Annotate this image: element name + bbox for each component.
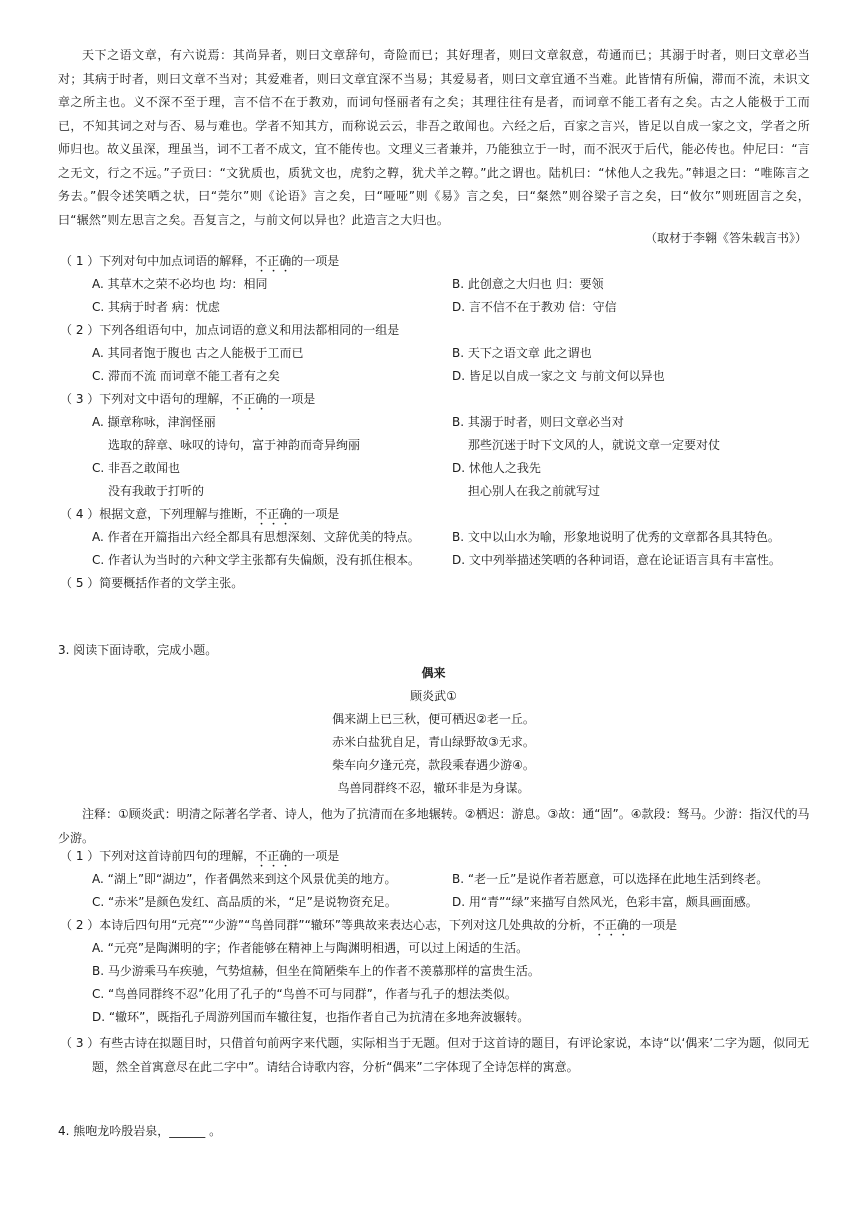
q3-2-stem (60, 916, 677, 939)
stem-text: （ 3 ）下列对文中语句的理解， (60, 392, 232, 406)
q2-3-option-a-gloss: 选取的辞章、咏叹的诗句，富于神韵而奇异绚丽 (108, 438, 361, 452)
poem-notes: 注释：①顾炎武：明清之际著名学者、诗人，他为了抗清而在多地辗转。②栖迟：游息。③故：通“固”。④款段：驽马。少游：指汉代的马少游。 (58, 807, 810, 845)
q2-1-option-d[interactable]: D. 言不信不在于教劝 信：守信 (452, 300, 617, 314)
q3-2-option-c[interactable]: C. “鸟兽同群终不忍”化用了孔子的“鸟兽不可与同群”，作者与孔子的想法类似。 (92, 987, 517, 1001)
q2-3-option-b[interactable]: B. 其溺于时者，则曰文章必当对 (452, 415, 624, 429)
stem-keyword: 不正确 (255, 849, 292, 863)
q2-2-stem: （ 2 ）下列各组语句中，加点词语的意义和用法都相同的一组是 (60, 323, 400, 337)
q2-3-option-d-gloss: 担心别人在我之前就写过 (468, 484, 601, 498)
q2-4-option-b[interactable]: B. 文中以山水为喻，形象地说明了优秀的文章都各具其特色。 (452, 530, 780, 544)
stem-text: （ 2 ）本诗后四句用“元亮”“少游”“鸟兽同群”“辙环”等典故来表达心志，下列对这几处典故的分析， (60, 918, 594, 932)
q2-3-stem (60, 390, 315, 413)
stem-keyword: 不正确 (255, 254, 292, 268)
classical-passage: 天下之语文章，有六说焉：其尚异者，则曰文章辞句，奇险而已；其好理者，则曰文章叙意，苟通而已；其溺于时者，则曰文章必当对；其病于时者，则曰文章不当对；其爱难者，则曰文章宜深不当易；其爱易者，则曰文章宜通不当难。此皆情有所偏，滞而不流，未识文章之所主也。义不深不至于理，言不信不在于教劝，而词句怪丽者有之矣；其理往往有是者，而词章不能工者有之矣。古之人能极于工而已，不知其词之对与否、易与难也。学者不知其方，而称说云云，非吾之敢闻也。六经之后，百家之言兴，皆足以自成一家之文，学者之所师归也。故义虽深，理虽当，词不工者不成文，宜不能传也。文理义三者兼并，乃能独立于一时，而不泯灭于后代，能必传也。仲尼曰：“言之无文，行之不远。”子贡曰：“文犹质也，质犹文也，虎豹之鞟，犹犬羊之鞟。”此之谓也。陆机曰：“怵他人之我先。”韩退之曰：“唯陈言之务去。”假令述笑哂之状，曰“莞尔”则《论语》言之矣，曰“哑哑”则《易》言之矣，曰“粲然”则谷梁子言之矣，曰“攸尔”则班固言之矣，曰“辗然”则左思言之矣。吾复言之，与前文何以异也？此造言之大归也。 (58, 48, 810, 227)
poem-line-4: 鸟兽同群终不忍，辙环非是为身谋。 (337, 781, 530, 795)
poem-line-1: 偶来湖上已三秋，便可栖迟②老一丘。 (332, 712, 535, 726)
q2-4-stem (60, 505, 339, 528)
q2-4-option-a[interactable]: A. 作者在开篇指出六经全都具有思想深刻、文辞优美的特点。 (92, 530, 420, 544)
q2-1-option-b[interactable]: B. 此创意之大归也 归：要领 (452, 277, 604, 291)
q2-4-option-c[interactable]: C. 作者认为当时的六种文学主张都有失偏颇，没有抓住根本。 (92, 553, 421, 567)
q3-1-option-c[interactable]: C. “赤米”是颜色发红、高品质的米，“足”是说物资充足。 (92, 895, 397, 909)
stem-text-end: 的一项是 (267, 392, 316, 406)
q3-3-stem: （ 3 ）有些古诗在拟题目时，只借首句前两字来代题，实际相当于无题。但对于这首诗的题目，有评论家说，本诗“以‘偶来’二字为题，似同无题，然全首寓意尽在此二字中”。请结合诗歌内容，分析“偶来”二字体现了全诗怎样的寓意。 (60, 1036, 810, 1074)
stem-text-end: 的一项是 (291, 507, 340, 521)
q4-fill-blank[interactable]: 4. 熊咆龙吟殷岩泉，______ 。 (58, 1124, 222, 1138)
q2-4-option-d[interactable]: D. 文中列举描述笑哂的各种词语，意在论证语言具有丰富性。 (452, 553, 781, 567)
q2-3-option-c-gloss: 没有我敢于打听的 (108, 484, 205, 498)
q3-1-option-a[interactable]: A. “湖上”即“湖边”，作者偶然来到这个风景优美的地方。 (92, 872, 397, 886)
q2-5-stem: （ 5 ）简要概括作者的文学主张。 (60, 576, 244, 590)
q3-2-option-d[interactable]: D. “辙环”，既指孔子周游列国而车辙往复，也指作者自己为抗清在多地奔波辗转。 (92, 1010, 530, 1024)
q2-3-option-d[interactable]: D. 怵他人之我先 (452, 461, 541, 475)
q3-1-stem (60, 847, 339, 870)
q2-3-option-a[interactable]: A. 撷章称咏，津润怪丽 (92, 415, 216, 429)
stem-keyword: 不正确 (231, 392, 268, 406)
q2-2-option-b[interactable]: B. 天下之语文章 此之谓也 (452, 346, 592, 360)
stem-text: （ 1 ）下列对这首诗前四句的理解， (60, 849, 256, 863)
stem-text-end: 的一项是 (291, 849, 340, 863)
stem-text-end: 的一项是 (629, 918, 678, 932)
poem-line-2: 赤米白盐犹自足，青山绿野故③无求。 (332, 735, 535, 749)
stem-keyword: 不正确 (593, 918, 630, 932)
stem-keyword: 不正确 (255, 507, 292, 521)
q2-2-option-d[interactable]: D. 皆足以自成一家之文 与前文何以异也 (452, 369, 665, 383)
q3-2-option-b[interactable]: B. 马少游乘马车疾驰，气势煊赫，但坐在简陋柴车上的作者不羡慕那样的富贵生活。 (92, 964, 540, 978)
q2-1-stem (60, 252, 339, 275)
q3-1-option-b[interactable]: B. “老一丘”是说作者若愿意，可以选择在此地生活到终老。 (452, 872, 769, 886)
stem-text: （ 4 ）根据文意，下列理解与推断， (60, 507, 256, 521)
q3-2-option-a[interactable]: A. “元亮”是陶渊明的字；作者能够在精神上与陶渊明相遇，可以过上闲适的生活。 (92, 941, 529, 955)
q2-2-option-a[interactable]: A. 其同者饱于腹也 古之人能极于工而已 (92, 346, 304, 360)
stem-text-end: 的一项是 (291, 254, 340, 268)
stem-text: （ 1 ）下列对句中加点词语的解释， (60, 254, 256, 268)
q3-1-option-d[interactable]: D. 用“青”“绿”来描写自然风光，色彩丰富，颇具画面感。 (452, 895, 758, 909)
q2-2-option-c[interactable]: C. 滞而不流 而词章不能工者有之矣 (92, 369, 280, 383)
q2-3-option-c[interactable]: C. 非吾之敢闻也 (92, 461, 181, 475)
q2-1-option-a[interactable]: A. 其草木之荣不必均也 均：相同 (92, 277, 268, 291)
q3-intro: 3. 阅读下面诗歌，完成小题。 (58, 643, 218, 657)
q2-3-option-b-gloss: 那些沉迷于时下文风的人，就说文章一定要对仗 (468, 438, 721, 452)
q2-1-option-c[interactable]: C. 其病于时者 病：忧虑 (92, 300, 220, 314)
poem-title: 偶来 (421, 666, 446, 680)
poem-author: 顾炎武① (410, 689, 457, 703)
passage-source: （取材于李翱《答朱载言书》） (644, 231, 807, 245)
poem-line-3: 柴车向夕逢元亮，款段乘春遇少游④。 (332, 758, 535, 772)
